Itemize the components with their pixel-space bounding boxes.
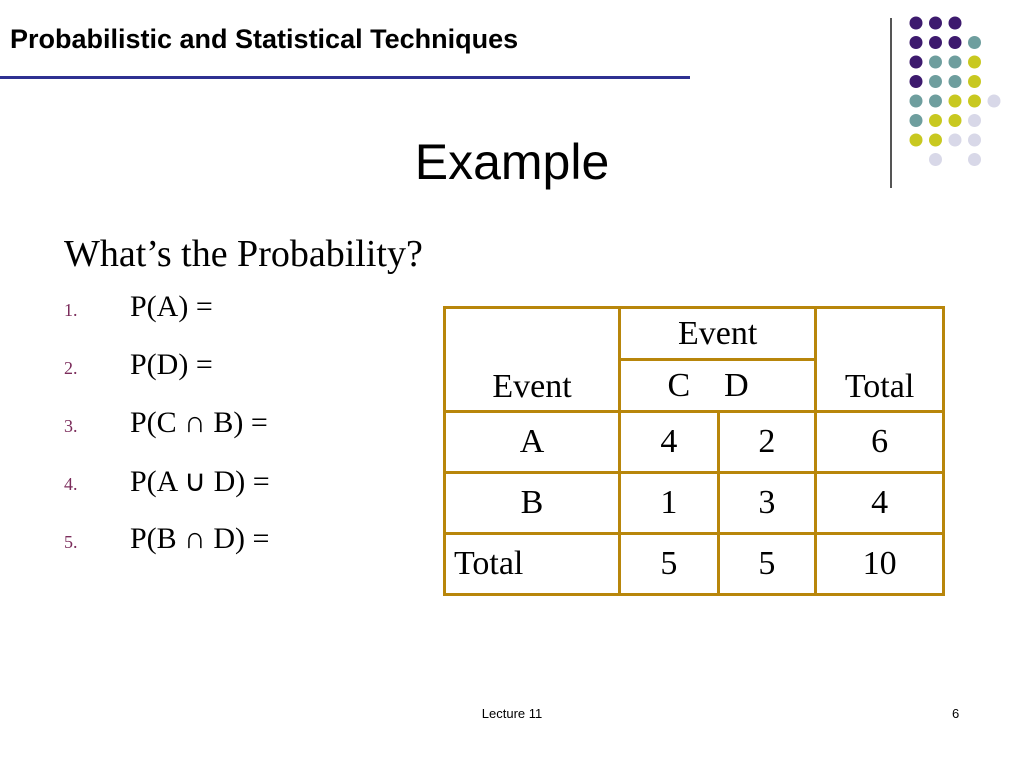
table-cell: 5 xyxy=(620,534,719,595)
table-cell: 4 xyxy=(620,412,719,473)
decorative-dot xyxy=(968,36,981,49)
table-cell: 2 xyxy=(718,412,816,473)
row-label: A xyxy=(445,412,620,473)
decorative-dot xyxy=(910,114,923,127)
decorative-dot xyxy=(968,95,981,108)
list-item-text: P(A) = xyxy=(130,290,213,323)
decorative-dot xyxy=(949,95,962,108)
decorative-dot xyxy=(968,114,981,127)
table-cell: 4 xyxy=(816,473,944,534)
list-item-number: 2. xyxy=(64,358,78,378)
total-column-header: Total xyxy=(816,308,944,412)
column-group-label: Event xyxy=(620,308,816,360)
list-item-number: 1. xyxy=(64,300,78,320)
list-item-number: 3. xyxy=(64,416,78,436)
table-cell: 3 xyxy=(718,473,816,534)
column-header-d: D xyxy=(718,360,816,412)
table-cell: 10 xyxy=(816,534,944,595)
decorative-dot xyxy=(910,56,923,69)
list-item-text: P(D) = xyxy=(130,348,213,381)
table-row xyxy=(445,412,944,473)
decorative-dot xyxy=(910,75,923,88)
column-header-c: C xyxy=(620,360,719,412)
list-item-text: P(B ∩ D) = xyxy=(130,522,270,555)
decorative-dot xyxy=(968,75,981,88)
page-number: 6 xyxy=(952,706,960,721)
list-item-number: 4. xyxy=(64,474,78,494)
decorative-dot xyxy=(949,75,962,88)
decorative-dot xyxy=(949,36,962,49)
decorative-dot xyxy=(988,95,1001,108)
decorative-dot xyxy=(949,56,962,69)
decorative-dot xyxy=(929,75,942,88)
course-title: Probabilistic and Statistical Techniques xyxy=(10,24,519,54)
decorative-dot xyxy=(968,56,981,69)
decorative-dot xyxy=(910,95,923,108)
decorative-dot xyxy=(910,17,923,30)
slide-subtitle: What’s the Probability? xyxy=(64,233,423,275)
decorative-dot xyxy=(929,95,942,108)
table-row xyxy=(445,473,944,534)
row-label: B xyxy=(445,473,620,534)
decorative-dot xyxy=(949,17,962,30)
table-cell: 6 xyxy=(816,412,944,473)
list-item-number: 5. xyxy=(64,532,78,552)
table-cell: 1 xyxy=(620,473,719,534)
decorative-dot xyxy=(929,36,942,49)
footer-lecture-label: Lecture 11 xyxy=(481,706,543,721)
decorative-dot xyxy=(929,17,942,30)
contingency-table xyxy=(443,306,945,596)
decorative-dot xyxy=(929,114,942,127)
row-header-label: Event xyxy=(445,308,620,412)
decorative-dot xyxy=(949,114,962,127)
table-cell: 5 xyxy=(718,534,816,595)
decorative-dot xyxy=(929,56,942,69)
row-label: Total xyxy=(445,534,620,595)
slide-title: Example xyxy=(414,134,610,190)
title-underline xyxy=(0,76,690,79)
list-item-text: P(C ∩ B) = xyxy=(130,406,268,439)
table-row xyxy=(445,534,944,595)
decorative-dot xyxy=(910,36,923,49)
list-item-text: P(A ∪ D) = xyxy=(130,465,270,498)
